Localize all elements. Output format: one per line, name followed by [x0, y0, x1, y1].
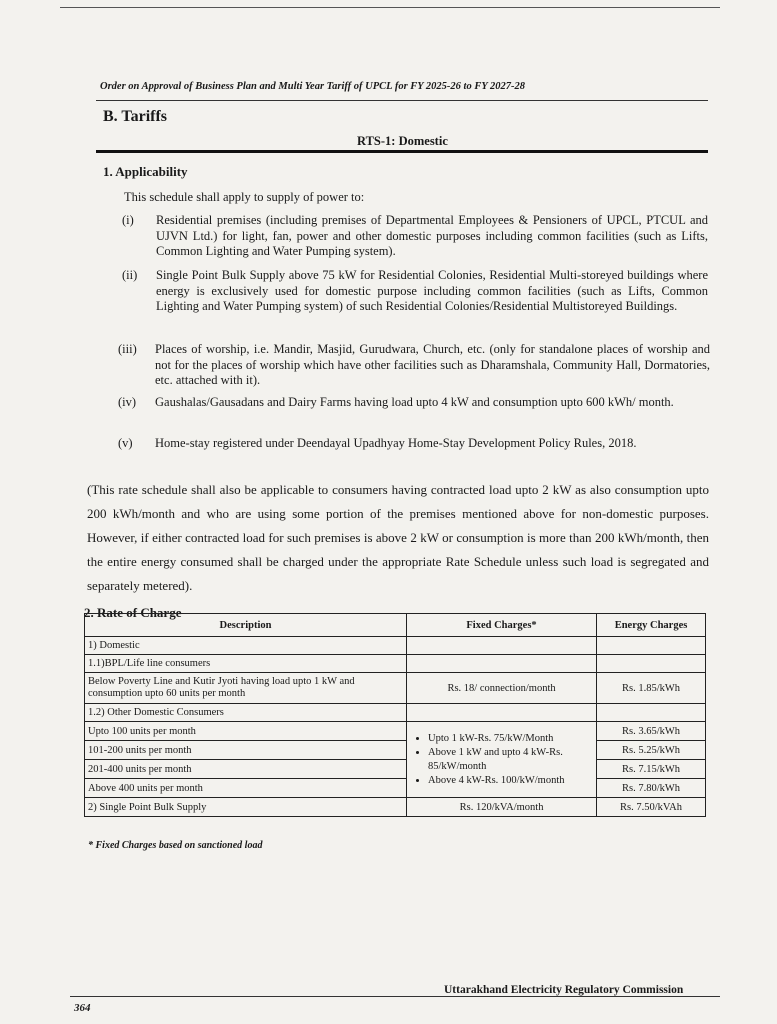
slab-1-energy-charge: Rs. 3.65/kWh — [597, 722, 706, 741]
section-title: B. Tariffs — [103, 108, 168, 125]
table-row — [85, 704, 706, 722]
table-header-row — [85, 614, 706, 637]
item-number: (i) — [122, 213, 134, 227]
row-label-slab-1: Upto 100 units per month — [85, 722, 407, 741]
footer-organization: Uttarakhand Electricity Regulatory Commission — [444, 984, 684, 996]
row-label-domestic: 1) Domestic — [85, 637, 407, 655]
table-row — [85, 760, 706, 779]
other-domestic-fixed-charges — [407, 722, 597, 798]
empty-cell — [407, 655, 597, 673]
row-label-bpl-heading: 1.1)BPL/Life line consumers — [85, 655, 407, 673]
item-number: (v) — [118, 436, 133, 450]
row-label-single-point-bulk-supply: 2) Single Point Bulk Supply — [85, 798, 407, 817]
applicability-item — [118, 342, 710, 390]
empty-cell — [407, 637, 597, 655]
applicability-item — [122, 268, 710, 332]
table-row — [85, 741, 706, 760]
table-row — [85, 655, 706, 673]
rate-of-charge-heading: 2. Rate of Charge — [84, 605, 182, 620]
row-label-slab-4: Above 400 units per month — [85, 779, 407, 798]
slab-4-energy-charge: Rs. 7.80/kWh — [597, 779, 706, 798]
table-row — [85, 673, 706, 704]
column-header-fixed-charges: Fixed Charges* — [407, 614, 597, 637]
page-number: 364 — [74, 1002, 91, 1014]
empty-cell — [407, 704, 597, 722]
table-footnote: * Fixed Charges based on sanctioned load — [88, 840, 263, 851]
slab-3-energy-charge: Rs. 7.15/kWh — [597, 760, 706, 779]
applicability-item — [122, 213, 710, 261]
empty-cell — [597, 655, 706, 673]
applicability-item — [118, 436, 710, 468]
header-rule — [96, 100, 708, 101]
row-label-slab-3: 201-400 units per month — [85, 760, 407, 779]
bpl-energy-charge: Rs. 1.85/kWh — [597, 673, 706, 704]
applicability-heading: 1. Applicability — [103, 164, 188, 179]
empty-cell — [597, 637, 706, 655]
item-text: Residential premises (including premises of Departmental Employees & Pensioners of UPCL, PTCUL and UJVN Ltd.) for light, fan, power and other domestic purposes including common facilities (such as Lifts, Common Lighting and Water Pumping system). — [156, 213, 708, 258]
item-number: (iii) — [118, 342, 137, 356]
row-label-bpl-desc: Below Poverty Line and Kutir Jyoti having load upto 1 kW and consumption upto 60 units per month — [85, 673, 407, 704]
applicability-item — [118, 395, 710, 427]
slab-2-energy-charge: Rs. 5.25/kWh — [597, 741, 706, 760]
bpl-fixed-charge: Rs. 18/ connection/month — [407, 673, 597, 704]
fixed-charge-slab-list — [410, 732, 593, 788]
applicability-intro: This schedule shall apply to supply of power to: — [124, 190, 365, 204]
table-row — [85, 722, 706, 741]
item-number: (ii) — [122, 268, 138, 282]
item-text: Gaushalas/Gausadans and Dairy Farms having load upto 4 kW and consumption upto 600 kWh/ month. — [155, 395, 674, 409]
scan-top-rule — [60, 7, 720, 8]
fixed-charge-slab: • Above 1 kW and upto 4 kW-Rs. 85/kW/month — [428, 746, 593, 774]
tariff-table — [84, 613, 706, 817]
table-row — [85, 798, 706, 817]
row-label-slab-2: 101-200 units per month — [85, 741, 407, 760]
spbs-fixed-charge: Rs. 120/kVA/month — [407, 798, 597, 817]
table-row — [85, 637, 706, 655]
applicability-note: (This rate schedule shall also be applicable to consumers having contracted load upto 2 kW as also consumption upto 200 kWh/month and who are using some portion of the premises mentioned above for non-domestic purposes. However, if either contracted load for such premises is above 2 kW or consumption is more than 200 kWh/month, then the entire energy consumed shall be charged under the appropriate Rate Schedule unless such load is segregated and separately metered). — [87, 482, 709, 593]
column-header-energy-charges: Energy Charges — [597, 614, 706, 637]
row-label-other-heading: 1.2) Other Domestic Consumers — [85, 704, 407, 722]
footer-rule — [70, 996, 720, 997]
item-number: (iv) — [118, 395, 137, 409]
schedule-rule — [96, 150, 708, 153]
schedule-title: RTS-1: Domestic — [357, 134, 448, 148]
item-text: Home-stay registered under Deendayal Upadhyay Home-Stay Development Policy Rules, 2018. — [155, 436, 637, 450]
column-header-description: Description — [85, 614, 407, 637]
item-text: Single Point Bulk Supply above 75 kW for Residential Colonies, Residential Multi-storeyed buildings where energy is exclusively used for domestic purpose including common facilities (such as Lifts, Common Lighting and Water Pumping system) of such Residential Colonies/Residential Multistoreyed Buildings. — [156, 268, 708, 313]
item-text: Places of worship, i.e. Mandir, Masjid, Gurudwara, Church, etc. (only for standalone places of worship and not for the places of worship which have other facilities such as Dharamshala, Community Hall, Dormatories, etc. attached with it). — [155, 342, 710, 387]
spbs-energy-charge: Rs. 7.50/kVAh — [597, 798, 706, 817]
table-row — [85, 779, 706, 798]
fixed-charge-slab: • Upto 1 kW-Rs. 75/kW/Month — [428, 732, 593, 746]
running-header: Order on Approval of Business Plan and Multi Year Tariff of UPCL for FY 2025-26 to FY 2027-28 — [100, 81, 525, 92]
empty-cell — [597, 704, 706, 722]
fixed-charge-slab: • Above 4 kW-Rs. 100/kW/month — [428, 774, 593, 788]
